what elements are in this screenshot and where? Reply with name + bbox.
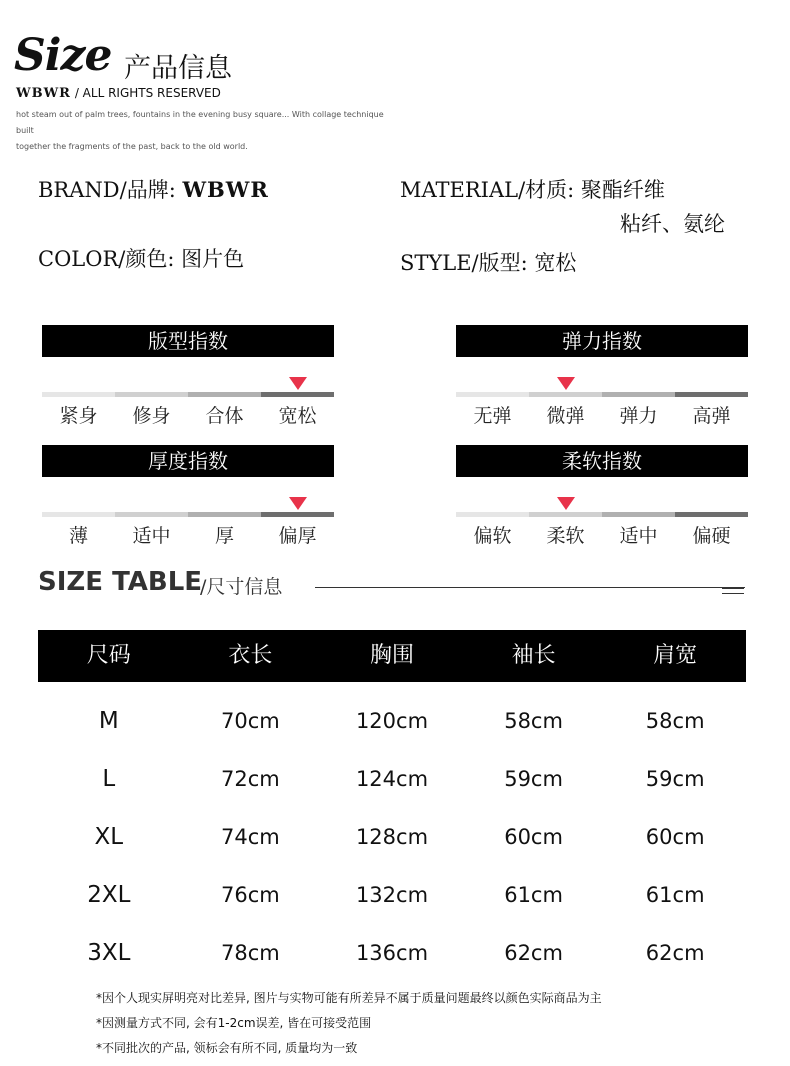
header-size: 尺码: [86, 643, 131, 668]
index-title: 弹力指数: [456, 325, 748, 357]
brand-label: BRAND/品牌:: [38, 178, 176, 202]
table-cell: 132cm: [355, 883, 429, 907]
table-cell: 2XL: [87, 882, 131, 908]
index-label: 适中: [132, 525, 171, 547]
table-cell: 120cm: [355, 709, 429, 733]
index-label: 薄: [68, 525, 88, 547]
table-cell: 70cm: [221, 709, 280, 733]
notes: [96, 986, 602, 1061]
size-table-header: [38, 630, 746, 682]
index-label: 无弹: [473, 405, 512, 427]
table-cell: 61cm: [645, 883, 705, 907]
table-row: [38, 924, 746, 982]
elasticity-index: [456, 325, 748, 428]
selected-marker-icon: [557, 497, 575, 510]
material-label: MATERIAL/材质:: [400, 178, 575, 202]
index-scale-bar: [42, 392, 334, 397]
table-cell: 59cm: [645, 767, 705, 791]
note-2: *因测量方式不同, 会有1-2cm误差, 皆在可接受范围: [96, 1016, 372, 1030]
index-label: 高弹: [692, 405, 731, 427]
table-cell: 60cm: [645, 825, 705, 849]
header-length: 衣长: [228, 643, 273, 668]
selected-marker-icon: [289, 497, 307, 510]
index-label: 合体: [205, 405, 244, 427]
table-cell: 78cm: [221, 941, 280, 965]
tagline-line-2: together the fragments of the past, back to the old world.: [16, 142, 248, 151]
brand-line: [16, 86, 221, 101]
material-value-1: 聚酯纤维: [580, 178, 665, 202]
index-label: 偏硬: [692, 525, 731, 547]
tagline-line-1: hot steam out of palm trees, fountains in the evening busy square... With collage technique built: [16, 110, 384, 135]
table-row: [38, 808, 746, 866]
brand-info: [38, 174, 269, 204]
table-cell: 62cm: [504, 941, 563, 965]
brand-rights: / ALL RIGHTS RESERVED: [74, 86, 221, 100]
style-label: STYLE/版型:: [400, 251, 528, 275]
table-cell: 58cm: [504, 709, 563, 733]
style-info: [400, 247, 576, 277]
table-cell: 74cm: [221, 825, 280, 849]
logo-size-word: Size: [14, 30, 112, 81]
index-scale-bar: [456, 512, 748, 517]
color-info: [38, 243, 244, 273]
table-cell: L: [102, 766, 116, 792]
index-label: 适中: [619, 525, 658, 547]
style-value: 宽松: [534, 251, 577, 275]
header-sleeve: 袖长: [511, 643, 556, 668]
note-3: *不同批次的产品, 领标会有所不同, 质量均为一致: [96, 1041, 358, 1055]
index-label: 微弹: [546, 405, 585, 427]
logo-cn-title: 产品信息: [124, 53, 232, 84]
index-title: 厚度指数: [42, 445, 334, 477]
index-label: 偏软: [473, 525, 512, 547]
note-1: *因个人现实屏明亮对比差异, 图片与实物可能有所差异不属于质量问题最终以颜色实际商品为主: [96, 991, 602, 1005]
table-row: [38, 866, 746, 924]
table-cell: 59cm: [504, 767, 563, 791]
index-label: 修身: [132, 405, 171, 427]
table-cell: M: [98, 708, 119, 734]
color-value: 图片色: [181, 247, 245, 271]
table-cell: 136cm: [355, 941, 429, 965]
table-cell: 72cm: [221, 767, 280, 791]
table-cell: XL: [94, 824, 124, 850]
divider-line: [315, 587, 745, 588]
tagline: [16, 107, 396, 155]
table-cell: 76cm: [221, 883, 280, 907]
size-table-title: SIZE TABLE: [38, 567, 203, 597]
brand-bold: WBWR: [16, 86, 71, 101]
index-label: 紧身: [59, 405, 98, 427]
table-cell: 62cm: [645, 941, 705, 965]
table-row: [38, 750, 746, 808]
header-shoulder: 肩宽: [653, 643, 698, 668]
index-label: 宽松: [278, 405, 317, 427]
index-label: 柔软: [546, 525, 585, 547]
material-info: [400, 174, 665, 204]
menu-lines-icon: [722, 588, 744, 598]
index-label: 厚: [214, 525, 234, 547]
size-table-subtitle: /尺寸信息: [200, 576, 283, 598]
table-cell: 60cm: [504, 825, 563, 849]
index-scale-bar: [456, 392, 748, 397]
index-title: 版型指数: [42, 325, 334, 357]
thickness-index: [42, 445, 334, 548]
material-value-2: 粘纤、氨纶: [620, 212, 725, 236]
color-label: COLOR/颜色:: [38, 247, 175, 271]
selected-marker-icon: [557, 377, 575, 390]
index-label: 弹力: [619, 405, 658, 427]
table-cell: 61cm: [504, 883, 563, 907]
brand-value: WBWR: [182, 177, 269, 202]
index-label: 偏厚: [278, 525, 317, 547]
selected-marker-icon: [289, 377, 307, 390]
table-cell: 128cm: [355, 825, 429, 849]
table-row: [38, 692, 746, 750]
table-cell: 58cm: [645, 709, 705, 733]
header-chest: 胸围: [369, 643, 414, 668]
index-scale-bar: [42, 512, 334, 517]
fit-index: [42, 325, 334, 428]
softness-index: [456, 445, 748, 548]
table-cell: 124cm: [355, 767, 429, 791]
index-title: 柔软指数: [456, 445, 748, 477]
table-cell: 3XL: [87, 940, 131, 966]
